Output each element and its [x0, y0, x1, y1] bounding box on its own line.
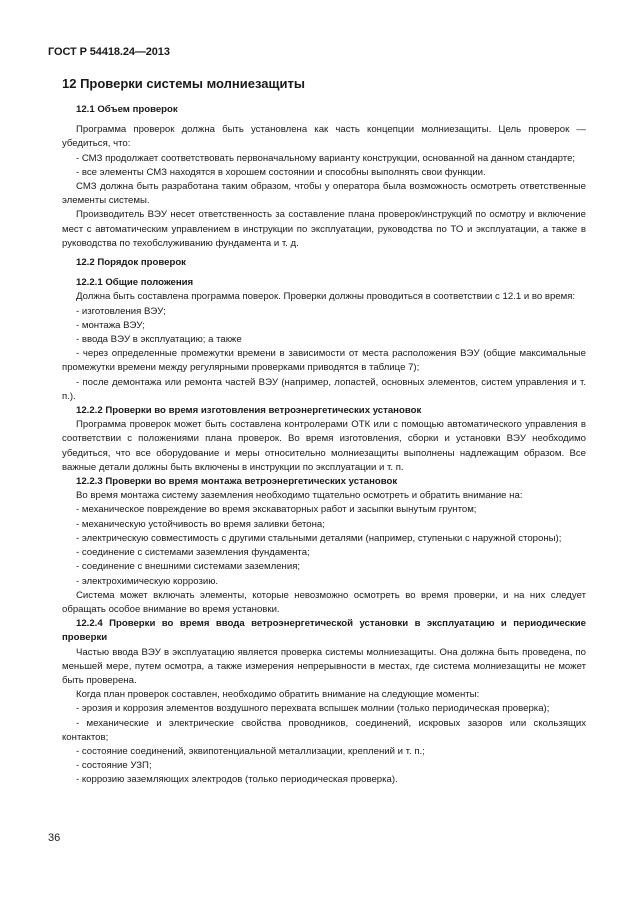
list-item: - механическую устойчивость во время заливки бетона;: [76, 518, 325, 530]
subsection-title-12-2: 12.2 Порядок проверок: [76, 257, 186, 269]
list-item: - монтажа ВЭУ;: [76, 319, 145, 331]
list-item: - состояние соединений, эквипотенциальной металлизации, креплений и т. п.;: [76, 745, 425, 757]
list-item: - после демонтажа или ремонта частей ВЭУ (например, лопастей, основных элементов, систем управления и т. п.).: [62, 376, 586, 402]
section-title: 12 Проверки системы молниезащиты: [62, 76, 305, 91]
list-item: - ввода ВЭУ в эксплуатацию; а также: [76, 334, 242, 346]
list-item: - механическое повреждение во время экскаваторных работ и засыпки вынутым грунтом;: [76, 504, 477, 516]
clause-title-12-2-2: 12.2.2 Проверки во время изготовления ветроэнергетических установок: [76, 405, 422, 417]
paragraph: Производитель ВЭУ несет ответственность за составление плана проверок/инструкций по осмотру и включение мест с автоматическим управлением в инструкции по эксплуатации, руководства по ТО и эксплуатации, а также в руководства по техобслуживанию фундамента и т. д.: [62, 209, 586, 249]
list-item: - соединение с системами заземления фундамента;: [76, 547, 310, 559]
list-item: - коррозию заземляющих электродов (только периодическая проверка).: [76, 774, 398, 786]
list-item: - изготовления ВЭУ;: [76, 305, 166, 317]
paragraph: Во время монтажа систему заземления необходимо тщательно осмотреть и обратить внимание на:: [76, 490, 523, 502]
paragraph: Должна быть составлена программа поверок. Проверки должны проводиться в соответствии с 12.1 и во время:: [76, 291, 576, 303]
list-item: - механические и электрические свойства проводников, соединений, искровых зазоров или скользящих контактов;: [62, 717, 586, 743]
list-item: - СМЗ продолжает соответствовать первоначальному варианту конструкции, основанной на данном стандарте;: [76, 152, 576, 164]
page-number: 36: [48, 832, 61, 844]
paragraph: Частью ввода ВЭУ в эксплуатацию является проверка системы молниезащиты. Она должна быть проведена, по меньшей мере, путем осмотра, а также измерения непрерывности в местах, где система молниезащиты не может быть проверена.: [62, 646, 586, 686]
standard-header: ГОСТ Р 54418.24—2013: [48, 46, 170, 58]
clause-title-12-2-3: 12.2.3 Проверки во время монтажа ветроэнергетических установок: [76, 476, 398, 488]
list-item: - эрозия и коррозия элементов воздушного перехвата вспышек молнии (только периодическая проверка);: [76, 703, 550, 715]
paragraph: Когда план проверок составлен, необходимо обратить внимание на следующие моменты:: [76, 689, 480, 701]
list-item: - электрическую совместимость с другими стальными деталями (например, ступеньки с наружной стороны);: [76, 532, 562, 544]
list-item: - электрохимическую коррозию.: [76, 575, 219, 587]
paragraph: СМЗ должна быть разработана таким образом, чтобы у оператора была возможность осмотреть ответственные элементы системы.: [62, 181, 586, 207]
paragraph: Программа проверок должна быть установлена как часть концепции молниезащиты. Цель проверок — убедиться, что:: [62, 124, 586, 150]
list-item: - все элементы СМЗ находятся в хорошем состоянии и способны выполнять свои функции.: [76, 166, 486, 178]
list-item: - состояние УЗП;: [76, 760, 152, 772]
paragraph: Система может включать элементы, которые невозможно осмотреть во время проверки, и на них следует обращать особое внимание во время установки.: [62, 589, 586, 615]
subsection-title-12-1: 12.1 Объем проверок: [76, 104, 178, 115]
clause-title-12-2-1: 12.2.1 Общие положения: [76, 277, 194, 289]
paragraph: Программа проверок может быть составлена контролерами ОТК или с помощью автоматического управления в соответствии с положениями плана проверок. Во время изготовления, сборки и установки ВЭУ необходимо убедиться, что все оборудование и меры относительно молниезащиты выполнены надлежащим образом. Все важные детали должны быть включены в инструкции по эксплуатации и т. п.: [62, 419, 586, 473]
clause-title-12-2-4: 12.2.4 Проверки во время ввода ветроэнергетической установки в эксплуатацию и периодические проверки: [62, 618, 586, 644]
list-item: - через определенные промежутки времени в зависимости от места расположения ВЭУ (общие максимальные промежутки времени между регулярными проверками приводятся в таблице 7);: [62, 348, 586, 374]
list-item: - соединение с внешними системами заземления;: [76, 561, 301, 573]
page-content: [62, 76, 586, 788]
